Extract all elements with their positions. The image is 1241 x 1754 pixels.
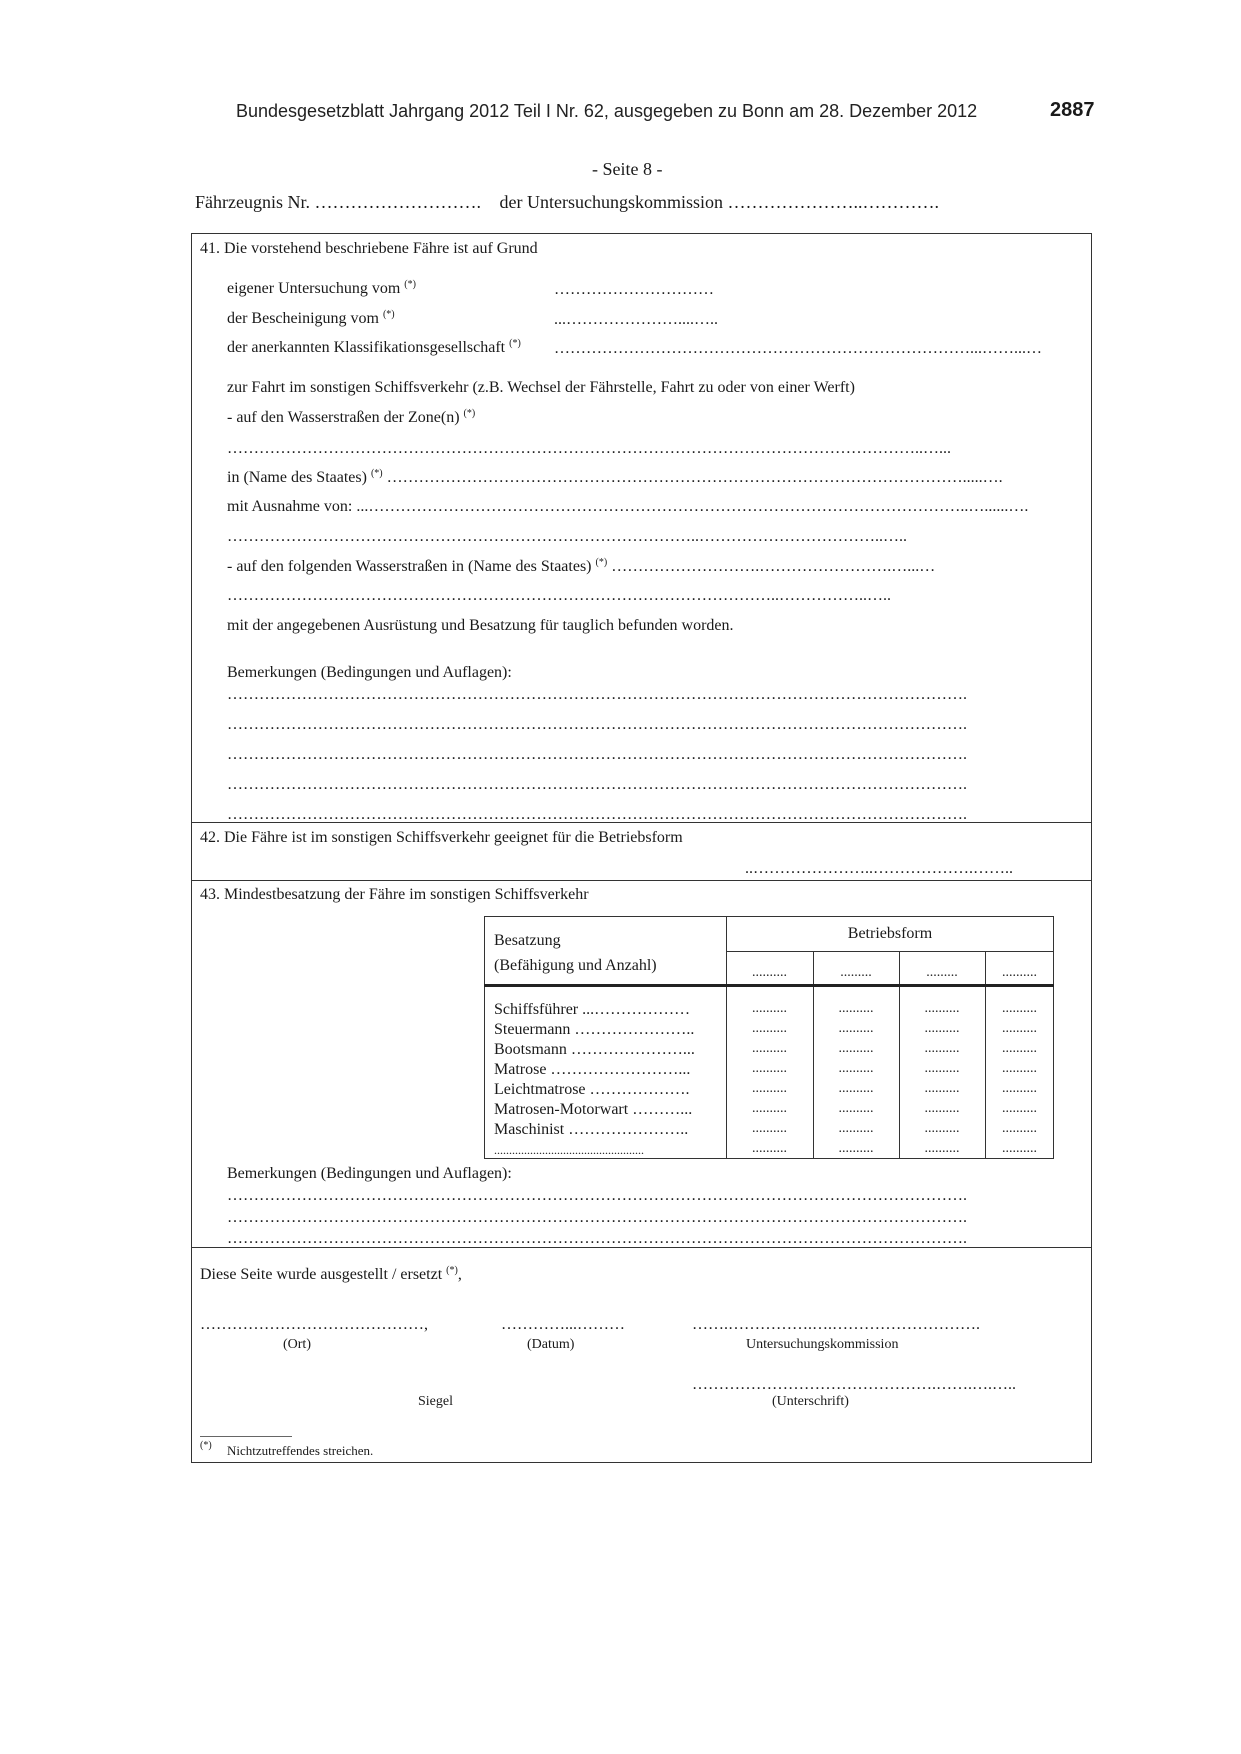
class-society-label: der anerkannten Klassifikationsgesellschaft <box>227 339 506 356</box>
crew-count-cell[interactable]: .......... <box>1002 1021 1037 1036</box>
commission-sign-label: Untersuchungskommission <box>746 1337 899 1352</box>
crew-count-cell[interactable]: .......... <box>924 1041 960 1056</box>
crew-count-cell[interactable]: .......... <box>924 1141 960 1156</box>
crew-role: .................................................. <box>494 1143 644 1157</box>
page-number: 2887 <box>1050 99 1095 121</box>
remarks-43-label: Bemerkungen (Bedingungen und Auflagen): <box>227 1165 512 1182</box>
zones-label: - auf den Wasserstraßen der Zone(n) <box>227 409 460 426</box>
footnote-mark: (*) <box>446 1265 458 1276</box>
remarks-43-line-3[interactable]: …………………………………………………………………………………………………………………………. <box>227 1230 967 1247</box>
footnote-mark: (*) <box>200 1440 212 1451</box>
crew-role: Leichtmatrose ………………. <box>494 1081 690 1098</box>
crew-count-cell[interactable]: .......... <box>838 1101 874 1116</box>
own-inspection-label: eigener Untersuchung vom <box>227 280 401 297</box>
operation-col-1[interactable]: .......... <box>752 965 787 980</box>
crew-role: Matrose ……………………... <box>494 1061 691 1078</box>
crew-role: Schiffsführer ...……………… <box>494 1001 691 1018</box>
own-inspection-row <box>227 279 416 298</box>
crew-count-cell[interactable]: .......... <box>924 1081 960 1096</box>
own-inspection-field[interactable]: ………………………… <box>554 281 714 298</box>
table-header-rule <box>484 984 1054 987</box>
crew-count-cell[interactable]: .......... <box>1002 1061 1037 1076</box>
crew-count-cell[interactable]: .......... <box>752 1021 787 1036</box>
place-label: (Ort) <box>283 1337 311 1352</box>
crew-count-cell[interactable]: .......... <box>924 1121 960 1136</box>
operation-col-2[interactable]: ......... <box>840 965 872 980</box>
footnote-mark: (*) <box>509 338 521 349</box>
place-field[interactable]: ……………………………………, <box>200 1316 428 1333</box>
remarks-43-line-1[interactable]: …………………………………………………………………………………………………………………………. <box>227 1187 967 1204</box>
crew-count-cell[interactable]: .......... <box>1002 1121 1037 1136</box>
commission-sign-field[interactable]: …….…………….….………………………. <box>692 1316 980 1333</box>
page-label: - Seite 8 - <box>592 159 663 179</box>
crew-count-cell[interactable]: .......... <box>838 1061 874 1076</box>
remarks-41-line-4[interactable]: …………………………………………………………………………………………………………………………. <box>227 776 967 793</box>
footnote-mark: (*) <box>370 468 383 479</box>
section-42-heading: 42. Die Fähre ist im sonstigen Schiffsverkehr geeignet für die Betriebsform <box>200 829 683 846</box>
section-42-field[interactable]: ..…………………..……………….…….. <box>745 860 1013 877</box>
zones-field[interactable]: …………………………………………………………………………………………………………………..…... <box>227 440 951 457</box>
crew-count-cell[interactable]: .......... <box>924 1101 960 1116</box>
crew-header-1: Besatzung <box>494 932 561 949</box>
following-waterways-field[interactable]: ……………………….…………………….…...… <box>611 558 936 575</box>
zones-row <box>227 408 475 427</box>
remarks-41-line-1[interactable]: …………………………………………………………………………………………………………………………. <box>227 686 967 703</box>
crew-count-cell[interactable]: .......... <box>924 1001 960 1016</box>
except-row <box>227 498 1028 516</box>
crew-count-cell[interactable]: .......... <box>752 1141 787 1156</box>
gazette-header: Bundesgesetzblatt Jahrgang 2012 Teil I Nr. 62, ausgegeben zu Bonn am 28. Dezember 2012 <box>236 101 978 121</box>
crew-count-cell[interactable]: .......... <box>1002 1101 1037 1116</box>
seal-label: Siegel <box>418 1394 453 1409</box>
certification-row <box>227 309 395 328</box>
date-label: (Datum) <box>527 1337 575 1352</box>
crew-count-cell[interactable]: .......... <box>838 1041 874 1056</box>
remarks-41-line-2[interactable]: …………………………………………………………………………………………………………………………. <box>227 716 967 733</box>
following-waterways-field-2[interactable]: …………………………………………………………………………………………..……………..….. <box>227 587 891 604</box>
other-traffic-text: zur Fahrt im sonstigen Schiffsverkehr (z.B. Wechsel der Fährstelle, Fahrt zu oder von einer Werft) <box>227 379 855 396</box>
issued-comma: , <box>457 1266 462 1283</box>
signature-field[interactable]: ……………………………………….…….….….. <box>692 1376 1016 1393</box>
crew-count-cell[interactable]: .......... <box>838 1081 874 1096</box>
signature-label: (Unterschrift) <box>772 1394 849 1409</box>
footnote-text: Nichtzutreffendes streichen. <box>227 1443 374 1458</box>
footnote-rule <box>200 1436 292 1437</box>
crew-count-cell[interactable]: .......... <box>752 1001 787 1016</box>
remarks-41-line-3[interactable]: …………………………………………………………………………………………………………………………. <box>227 746 967 763</box>
crew-count-cell[interactable]: .......... <box>1002 1141 1037 1156</box>
crew-count-cell[interactable]: .......... <box>1002 1041 1037 1056</box>
commission-field[interactable]: …………………..…………. <box>727 192 939 212</box>
except-label: mit Ausnahme von: <box>227 498 353 515</box>
crew-count-cell[interactable]: .......... <box>838 1021 874 1036</box>
crew-header-2: (Befähigung und Anzahl) <box>494 957 657 974</box>
state-name-row <box>227 468 1003 487</box>
operation-header-divider <box>726 951 1054 952</box>
crew-count-cell[interactable]: .......... <box>752 1041 787 1056</box>
certificate-number-label: Fährzeugnis Nr. <box>195 192 310 212</box>
section-41-heading: 41. Die vorstehend beschriebene Fähre ist auf Grund <box>200 240 538 257</box>
crew-count-cell[interactable]: .......... <box>924 1021 960 1036</box>
crew-count-cell[interactable]: .......... <box>838 1121 874 1136</box>
crew-count-cell[interactable]: .......... <box>752 1061 787 1076</box>
class-society-row <box>227 338 521 357</box>
operation-col-4[interactable]: .......... <box>1002 965 1037 980</box>
section-43-heading: 43. Mindestbesatzung der Fähre im sonstigen Schiffsverkehr <box>200 886 589 903</box>
found-fit-text: mit der angegebenen Ausrüstung und Besatzung für tauglich befunden worden. <box>227 617 734 634</box>
crew-count-cell[interactable]: .......... <box>924 1061 960 1076</box>
crew-count-cell[interactable]: .......... <box>1002 1001 1037 1016</box>
footnote-mark: (*) <box>463 408 476 419</box>
state-name-label: in (Name des Staates) <box>227 469 367 486</box>
crew-count-cell[interactable]: .......... <box>838 1141 874 1156</box>
certification-label: der Bescheinigung vom <box>227 310 379 327</box>
crew-role: Matrosen-Motorwart ………... <box>494 1101 693 1118</box>
issued-row <box>200 1265 462 1284</box>
footnote-mark: (*) <box>382 309 395 320</box>
certification-field[interactable]: ...…………………....….. <box>554 311 718 328</box>
operation-col-3[interactable]: ......... <box>926 965 958 980</box>
certificate-number-field[interactable]: ………………………. <box>314 192 481 212</box>
issued-text: Diese Seite wurde ausgestellt / ersetzt <box>200 1266 443 1283</box>
remarks-41-label: Bemerkungen (Bedingungen und Auflagen): <box>227 664 512 681</box>
operation-header: Betriebsform <box>847 925 933 942</box>
footnote-mark: (*) <box>595 557 608 568</box>
remarks-43-line-2[interactable]: …………………………………………………………………………………………………………………………. <box>227 1209 967 1226</box>
crew-count-cell[interactable]: .......... <box>838 1001 874 1016</box>
except-field[interactable]: ...…………………………………………………………………………………………………..…......…. <box>356 498 1029 515</box>
following-waterways-row <box>227 557 935 576</box>
crew-count-cell[interactable]: .......... <box>752 1101 787 1116</box>
state-name-field[interactable]: ……………………………………………………………………………………………….....…. <box>386 469 1003 486</box>
footnote-mark: (*) <box>404 279 416 290</box>
remarks-41-line-5[interactable]: …………………………………………………………………………………………………………………………. <box>227 806 967 823</box>
crew-role: Steuermann ………………….. <box>494 1021 695 1038</box>
date-field[interactable]: …………...……… <box>501 1316 625 1333</box>
crew-count-cell[interactable]: .......... <box>752 1081 787 1096</box>
crew-role: Bootsmann …………………... <box>494 1041 695 1058</box>
crew-role: Maschinist ………………….. <box>494 1121 689 1138</box>
except-field-2[interactable]: ……………………………………………………………………………..……………………………..….. <box>227 528 907 545</box>
crew-count-cell[interactable]: .......... <box>1002 1081 1037 1096</box>
divider-42-43 <box>191 880 1092 881</box>
certificate-number-line <box>195 192 939 213</box>
crew-count-cell[interactable]: .......... <box>752 1121 787 1136</box>
class-society-field[interactable]: ……………………………………………………………………...……...… <box>554 340 1042 357</box>
following-waterways-label: - auf den folgenden Wasserstraßen in (Name des Staates) <box>227 558 592 575</box>
commission-label: der Untersuchungskommission <box>499 192 723 212</box>
